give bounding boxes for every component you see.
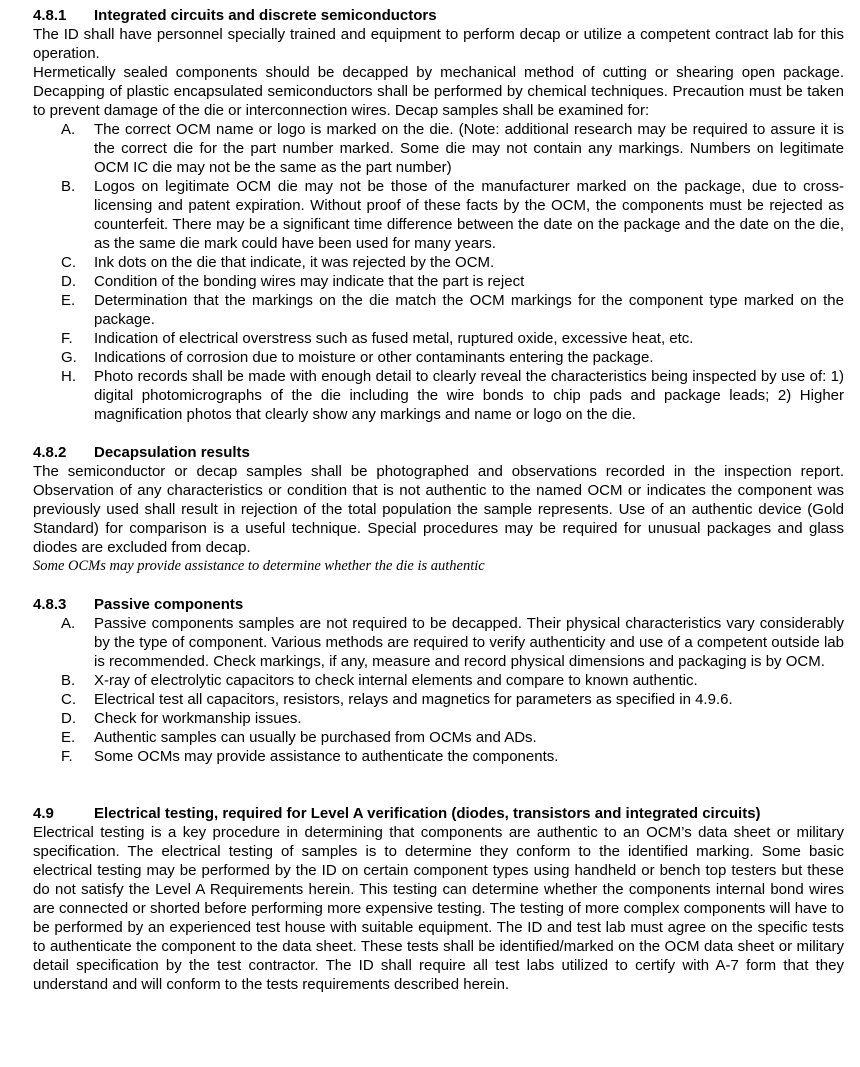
- section-number: 4.8.2: [33, 444, 67, 461]
- list-item-text: Passive components samples are not required to be decapped. Their physical characteristics vary considerably by the type of component. Various methods are required to verify authenticity and use of a competent outside lab is recommended. Check markings, if any, measure and record physical dimensions and packaging is by OCM.: [94, 615, 844, 670]
- section-4-8-3: [33, 595, 844, 766]
- list-item: [33, 728, 844, 747]
- section-4-8-1: [33, 6, 844, 424]
- list-item-text: Condition of the bonding wires may indicate that the part is reject: [94, 273, 525, 290]
- section-number: 4.8.3: [33, 596, 67, 613]
- list-item-letter: E.: [61, 729, 76, 746]
- list-item-letter: C.: [61, 691, 76, 708]
- list-item-letter: F.: [61, 748, 73, 765]
- list-item: [33, 671, 844, 690]
- list-item-text: Determination that the markings on the die match the OCM markings for the component type marked on the package.: [94, 292, 844, 328]
- list-item: [33, 348, 844, 367]
- paragraph: The semiconductor or decap samples shall be photographed and observations recorded in the inspection report. Observation of any characteristics or condition that is not authentic to the named OCM or indicates the component was previously used shall result in rejection of the total population the sample represents. Use of an authentic device (Gold Standard) for comparison is a useful technique. Special procedures may be required for unusual packages and glass diodes are excluded from decap.: [33, 463, 844, 556]
- list-item-text: Indication of electrical overstress such as fused metal, ruptured oxide, excessive heat, etc.: [94, 330, 694, 347]
- paragraph: The ID shall have personnel specially trained and equipment to perform decap or utilize a competent contract lab for this operation.: [33, 26, 844, 62]
- list-item-letter: G.: [61, 349, 77, 366]
- section-heading: [33, 595, 844, 614]
- list-item-text: Authentic samples can usually be purchased from OCMs and ADs.: [94, 729, 537, 746]
- list-item-letter: A.: [61, 615, 76, 632]
- list-item: [33, 329, 844, 348]
- list-item-text: X-ray of electrolytic capacitors to check internal elements and compare to known authentic.: [94, 672, 698, 689]
- section-number: 4.8.1: [33, 7, 67, 24]
- section-heading: [33, 443, 844, 462]
- list-item-letter: C.: [61, 254, 76, 271]
- list-item-text: Some OCMs may provide assistance to authenticate the components.: [94, 748, 559, 765]
- list-item-letter: B.: [61, 672, 76, 689]
- list-item-letter: A.: [61, 121, 76, 138]
- section-title: Decapsulation results: [94, 444, 250, 461]
- section-heading: [33, 6, 844, 25]
- paragraph: Electrical testing is a key procedure in determining that components are authentic to an OCM’s data sheet or military specification. The electrical testing of samples is to determine they conform to the identified marking. Some basic electrical testing may be performed by the ID on certain component types using handheld or bench top testers but these do not satisfy the Level A Requirements herein. This testing can determine whether the components internal bond wires are connected or shorted before performing more expensive testing. The testing of more complex components will have to be performed by an experienced test house with suitable equipment. The ID and test lab must agree on the specific tests to authenticate the component to the data sheet. These tests shall be identified/marked on the OCM data sheet or military detail specification by the test contractor. The ID shall require all test labs utilized to certify with A-7 form that they understand and will conform to the tests requirements described herein.: [33, 824, 844, 993]
- list-item-text: Ink dots on the die that indicate, it was rejected by the OCM.: [94, 254, 495, 271]
- list-item-letter: E.: [61, 292, 76, 309]
- list-item: [33, 690, 844, 709]
- section-4-8-2: [33, 443, 844, 576]
- list-item-text: Electrical test all capacitors, resistors, relays and magnetics for parameters as specified in 4.9.6.: [94, 691, 733, 708]
- list-item: [33, 709, 844, 728]
- list-item: [33, 272, 844, 291]
- list-item: [33, 747, 844, 766]
- list-item-text: Logos on legitimate OCM die may not be those of the manufacturer marked on the package, due to cross-licensing and patent expiration. Without proof of these facts by the OCM, the components must be rejected as counterfeit. There may be a significant time difference between the date on the package and the date on the die, as the same die mark could have been used for many years.: [94, 178, 844, 252]
- list-item-text: Photo records shall be made with enough detail to clearly reveal the characteristics being inspected by use of: 1) digital photomicrographs of the die including the wire bonds to chip pads and package leads; 2) Higher magnification photos that clearly show any markings and name or logo on the die.: [94, 368, 844, 423]
- list-item: [33, 120, 844, 177]
- lettered-list: [33, 120, 844, 424]
- list-item-text: Indications of corrosion due to moisture or other contaminants entering the package.: [94, 349, 654, 366]
- paragraph: Hermetically sealed components should be decapped by mechanical method of cutting or shearing open package. Decapping of plastic encapsulated semiconductors shall be performed by chemical techniques. Precaution must be taken to prevent damage of the die or interconnection wires. Decap samples shall be examined for:: [33, 64, 844, 119]
- list-item-letter: F.: [61, 330, 73, 347]
- lettered-list: [33, 614, 844, 766]
- section-title: Electrical testing, required for Level A verification (diodes, transistors and integrated circuits): [94, 805, 761, 822]
- list-item: [33, 177, 844, 253]
- list-item-letter: D.: [61, 710, 76, 727]
- list-item: [33, 253, 844, 272]
- section-4-9: [33, 804, 844, 994]
- section-title: Integrated circuits and discrete semiconductors: [94, 7, 437, 24]
- list-item: [33, 614, 844, 671]
- section-title: Passive components: [94, 596, 244, 613]
- list-item-text: Check for workmanship issues.: [94, 710, 302, 727]
- list-item-letter: B.: [61, 178, 76, 195]
- section-heading: [33, 804, 844, 823]
- italic-note: Some OCMs may provide assistance to determine whether the die is authentic: [33, 558, 485, 574]
- list-item: [33, 291, 844, 329]
- section-number: 4.9: [33, 805, 54, 822]
- list-item: [33, 367, 844, 424]
- list-item-letter: H.: [61, 368, 76, 385]
- list-item-text: The correct OCM name or logo is marked on the die. (Note: additional research may be required to assure it is the correct die for the part number marked. Some die may not contain any markings. Numbers on legitimate OCM IC die may not be the same as the part number): [94, 121, 844, 176]
- list-item-letter: D.: [61, 273, 76, 290]
